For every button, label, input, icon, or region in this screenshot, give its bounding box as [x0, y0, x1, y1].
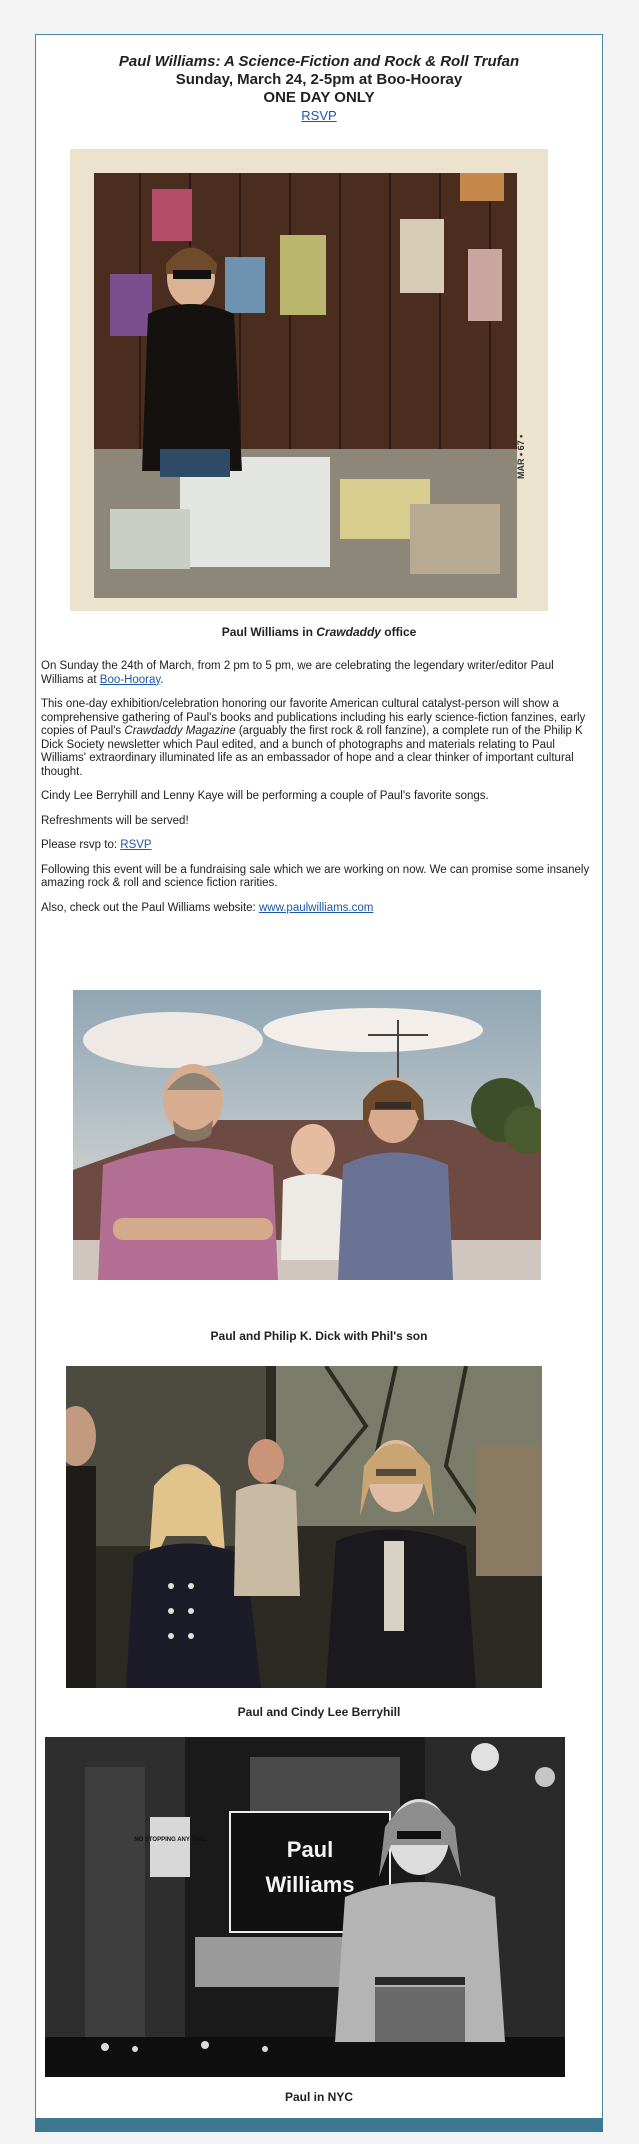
caption-paul-and-pkd: Paul and Philip K. Dick with Phil's son — [210, 1329, 428, 1343]
event-title: Paul Williams: A Science-Fiction and Rock & Roll Trufan — [118, 53, 520, 70]
paragraph-fundraiser: Following this event will be a fundraising sale which we are working on now. We can promise some insanely amazing rock & roll and science fiction rarities. — [41, 863, 590, 889]
paragraph-rsvp: Please rsvp to: RSVP — [41, 839, 152, 851]
paragraph-performers: Cindy Lee Berryhill and Lenny Kaye will be performing a couple of Paul's favorite songs. — [41, 790, 489, 802]
marquee-word-paul: Paul — [286, 1837, 334, 1862]
body-text — [41, 660, 596, 926]
paragraph-refreshments: Refreshments will be served! — [41, 814, 189, 827]
rsvp-link-body[interactable]: RSVP — [120, 839, 152, 851]
header — [36, 53, 602, 125]
no-stopping-sign — [150, 1817, 190, 1877]
photo-paul-and-cindy — [66, 1366, 542, 1688]
one-day-only: ONE DAY ONLY — [263, 89, 375, 106]
paragraph-website: Also, check out the Paul Williams website: www.paulwilliams.com — [41, 901, 374, 914]
rsvp-link-header[interactable]: RSVP — [301, 108, 337, 123]
caption-paul-and-cindy: Paul and Cindy Lee Berryhill — [237, 1705, 401, 1719]
newsletter-frame — [35, 34, 603, 2132]
no-stopping-sign-text: NO STOPPING ANY TIME — [134, 1837, 206, 1843]
event-date: Sunday, March 24, 2-5pm at Boo-Hooray — [175, 71, 463, 88]
paragraph-intro: On Sunday the 24th of March, from 2 pm to 5 pm, we are celebrating the legendary writer/editor Paul Williams at Boo-Hooray. — [41, 660, 554, 686]
paragraph-exhibition: This one-day exhibition/celebration honoring our favorite American cultural catalyst-person will show a comprehensive gathering of Paul's books and publications including his early science-fiction fanzines, early copies of Paul's Crawdaddy Magazine (arguably the first rock & roll fanzine), a complete run of the Philip K Dick Society newsletter which Paul edited, and a bunch of photographs and materials relating to Paul Williams' extraordinary illuminated life as an embassador of hope and a clear thinker of important cultural thought. — [41, 698, 586, 778]
caption-paul-in-nyc: Paul in NYC — [284, 2090, 353, 2104]
photo-paul-and-pkd — [73, 990, 541, 1280]
photo-paul-in-nyc — [45, 1737, 565, 2077]
boo-hooray-link[interactable]: Boo-Hooray — [99, 673, 161, 686]
marquee-word-williams: Williams — [265, 1872, 355, 1897]
website-link[interactable]: www.paulwilliams.com — [258, 901, 374, 914]
caption-crawdaddy: Paul Williams in Crawdaddy office — [221, 625, 417, 639]
footer-bar — [35, 2118, 603, 2132]
photo-date-stamp: MAR • 67 • — [516, 434, 526, 479]
photo-crawdaddy-office — [70, 149, 548, 611]
